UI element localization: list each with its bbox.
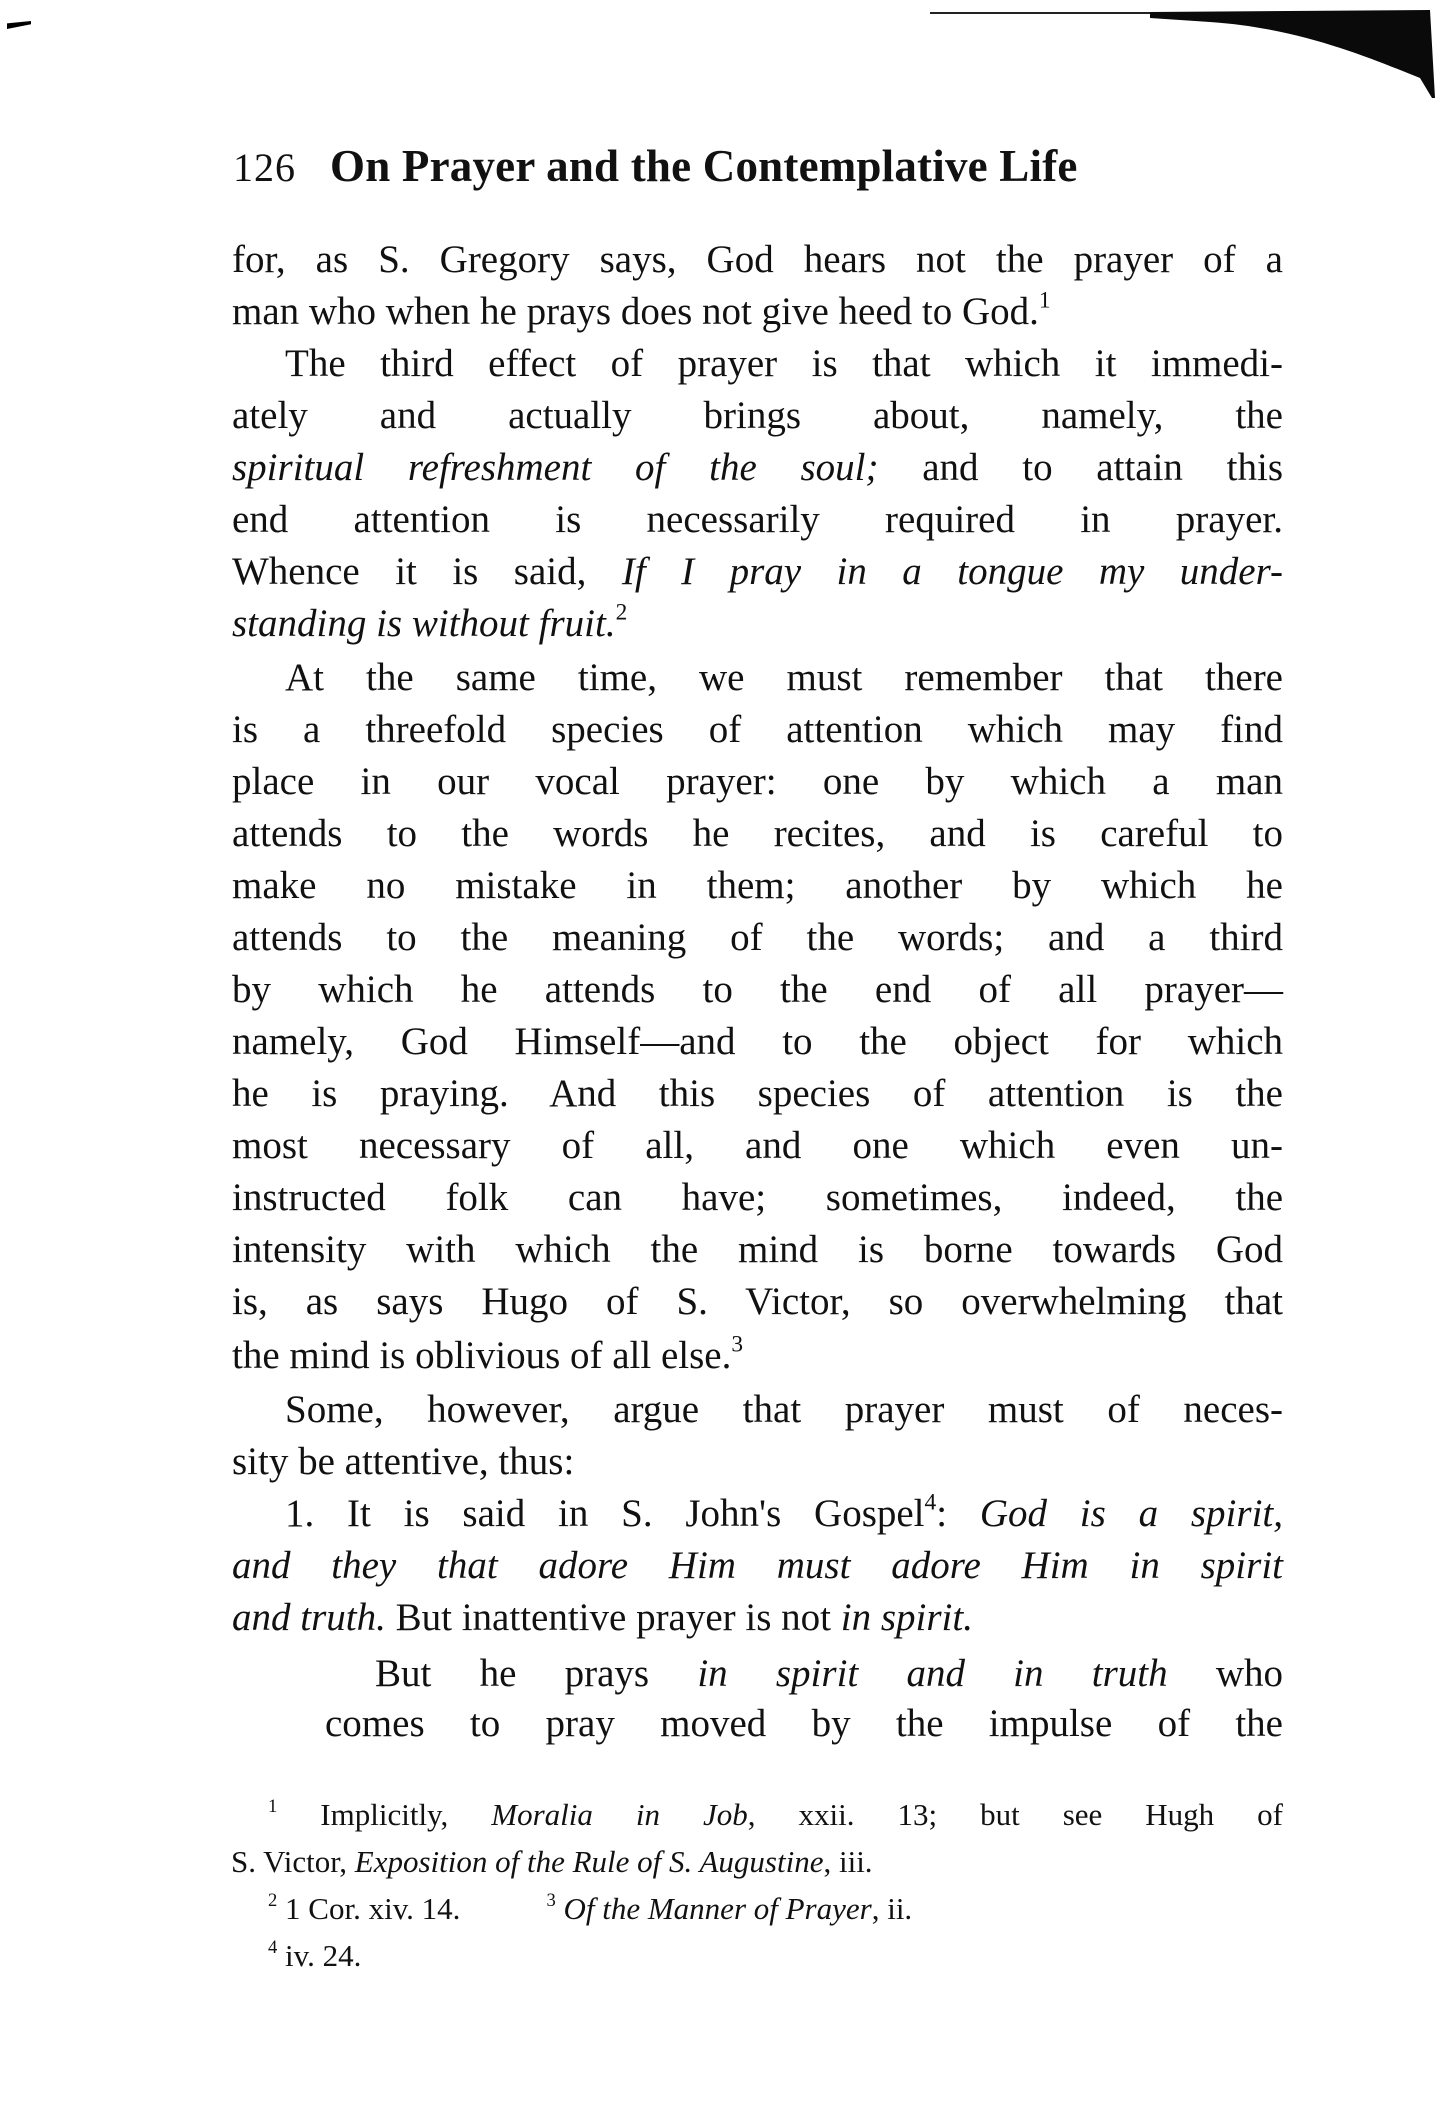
text-run: But he prays	[375, 1652, 698, 1695]
text-run: attends to the words he recites, and is careful to	[232, 812, 1283, 855]
page-number: 126	[233, 145, 296, 190]
text-run: who	[1167, 1652, 1283, 1695]
text-line	[232, 1648, 1283, 1700]
text-run: attends to the meaning of the words; and a third	[232, 916, 1283, 959]
text-run: iv. 24.	[277, 1938, 362, 1973]
footnote-marker: 2	[615, 599, 628, 626]
text-run: sity be attentive, thus:	[232, 1440, 575, 1483]
footnote-marker: 1	[1038, 287, 1051, 314]
text-run: is a threefold species of attention which may find	[232, 708, 1283, 751]
text-line	[232, 1276, 1283, 1328]
text-run: Implicitly,	[277, 1797, 492, 1832]
footnote-marker: 1	[268, 1795, 278, 1817]
scan-shadow	[1150, 8, 1440, 98]
text-line	[232, 442, 1283, 494]
text-run: end attention is necessarily required in prayer.	[232, 498, 1283, 541]
italic-text: God is a spirit,	[979, 1492, 1283, 1535]
scan-artifact	[7, 21, 31, 29]
text-run: place in our vocal prayer: one by which a man	[232, 760, 1283, 803]
footnote	[231, 1886, 1283, 1932]
text-line	[232, 1592, 1283, 1644]
text-run: intensity with which the mind is borne towards God	[232, 1228, 1283, 1271]
footnote	[231, 1839, 1283, 1885]
text-line	[232, 338, 1283, 390]
text-run: instructed folk can have; sometimes, indeed, the	[232, 1176, 1283, 1219]
running-title: On Prayer and the Contemplative Life	[330, 141, 1078, 191]
text-line	[232, 234, 1283, 286]
italic-text: If I pray in a tongue my under-	[621, 550, 1284, 593]
text-run: ately and actually brings about, namely, the	[232, 394, 1283, 437]
italic-text: Moralia in Job	[491, 1797, 748, 1832]
text-line	[232, 286, 1283, 338]
footnote-marker: 4	[268, 1936, 278, 1958]
text-line	[232, 1436, 1283, 1488]
text-run: :	[936, 1492, 980, 1535]
italic-text: and truth.	[232, 1596, 386, 1639]
footnote	[231, 1933, 1283, 1979]
scan-artifact	[930, 12, 1160, 14]
text-run: But inattentive prayer is not	[385, 1596, 841, 1639]
text-line	[232, 1698, 1283, 1750]
footnote-marker: 3	[546, 1889, 556, 1911]
footnote-marker: 2	[268, 1889, 278, 1911]
text-line	[232, 704, 1283, 756]
footnote-marker: 4	[924, 1489, 937, 1516]
text-run: , ii.	[871, 1891, 913, 1926]
text-run: Whence it is said,	[232, 550, 622, 593]
italic-text: spiritual refreshment of the soul;	[232, 446, 879, 489]
text-line	[232, 808, 1283, 860]
text-run: comes to pray moved by the impulse of the	[325, 1702, 1283, 1745]
text-line	[232, 1540, 1283, 1592]
text-line	[232, 652, 1283, 704]
running-header	[233, 140, 1263, 192]
text-line	[232, 1016, 1283, 1068]
text-line	[232, 1172, 1283, 1224]
text-run: S. Victor,	[231, 1844, 355, 1879]
text-run: man who when he prays does not give heed to God.	[232, 290, 1039, 333]
text-run: most necessary of all, and one which even un-	[232, 1124, 1283, 1167]
footnote-marker: 3	[731, 1331, 744, 1358]
text-line	[232, 1384, 1283, 1436]
italic-text: in spirit.	[840, 1596, 973, 1639]
text-run: for, as S. Gregory says, God hears not the prayer of a	[232, 238, 1283, 281]
footnote	[231, 1792, 1283, 1838]
text-line	[232, 1488, 1283, 1540]
italic-text: standing is without fruit.	[232, 602, 616, 645]
italic-text: and they that adore Him must adore Him in spirit	[232, 1544, 1283, 1587]
text-run: he is praying. And this species of attention is the	[232, 1072, 1283, 1115]
text-run: 1 Cor. xiv. 14.	[277, 1891, 461, 1926]
text-line	[232, 756, 1283, 808]
text-line	[232, 1224, 1283, 1276]
text-run: Some, however, argue that prayer must of neces-	[285, 1388, 1283, 1431]
text-line	[232, 1068, 1283, 1120]
text-run: namely, God Himself—and to the object for which	[232, 1020, 1283, 1063]
text-line	[232, 1120, 1283, 1172]
text-run: At the same time, we must remember that there	[285, 656, 1283, 699]
text-line	[232, 860, 1283, 912]
text-line	[232, 912, 1283, 964]
italic-text: Of the Manner of Prayer	[563, 1891, 872, 1926]
text-line	[232, 390, 1283, 442]
text-line	[232, 964, 1283, 1016]
text-line	[232, 494, 1283, 546]
text-run: is, as says Hugo of S. Victor, so overwhelming that	[232, 1280, 1283, 1323]
italic-text: in spirit and in truth	[697, 1652, 1168, 1695]
text-line	[232, 1330, 1283, 1382]
text-run: The third effect of prayer is that which it immedi-	[285, 342, 1283, 385]
text-line	[232, 598, 1283, 650]
text-line	[232, 546, 1283, 598]
text-run: make no mistake in them; another by which he	[232, 864, 1283, 907]
text-run: the mind is oblivious of all else.	[232, 1334, 732, 1377]
text-run: , iii.	[823, 1844, 873, 1879]
text-run: by which he attends to the end of all prayer—	[232, 968, 1283, 1011]
text-run: , xxii. 13; but see Hugh of	[747, 1797, 1283, 1832]
italic-text: Exposition of the Rule of S. Augustine	[354, 1844, 824, 1879]
text-run: and to attain this	[878, 446, 1283, 489]
text-run: 1. It is said in S. John's Gospel	[285, 1492, 925, 1535]
